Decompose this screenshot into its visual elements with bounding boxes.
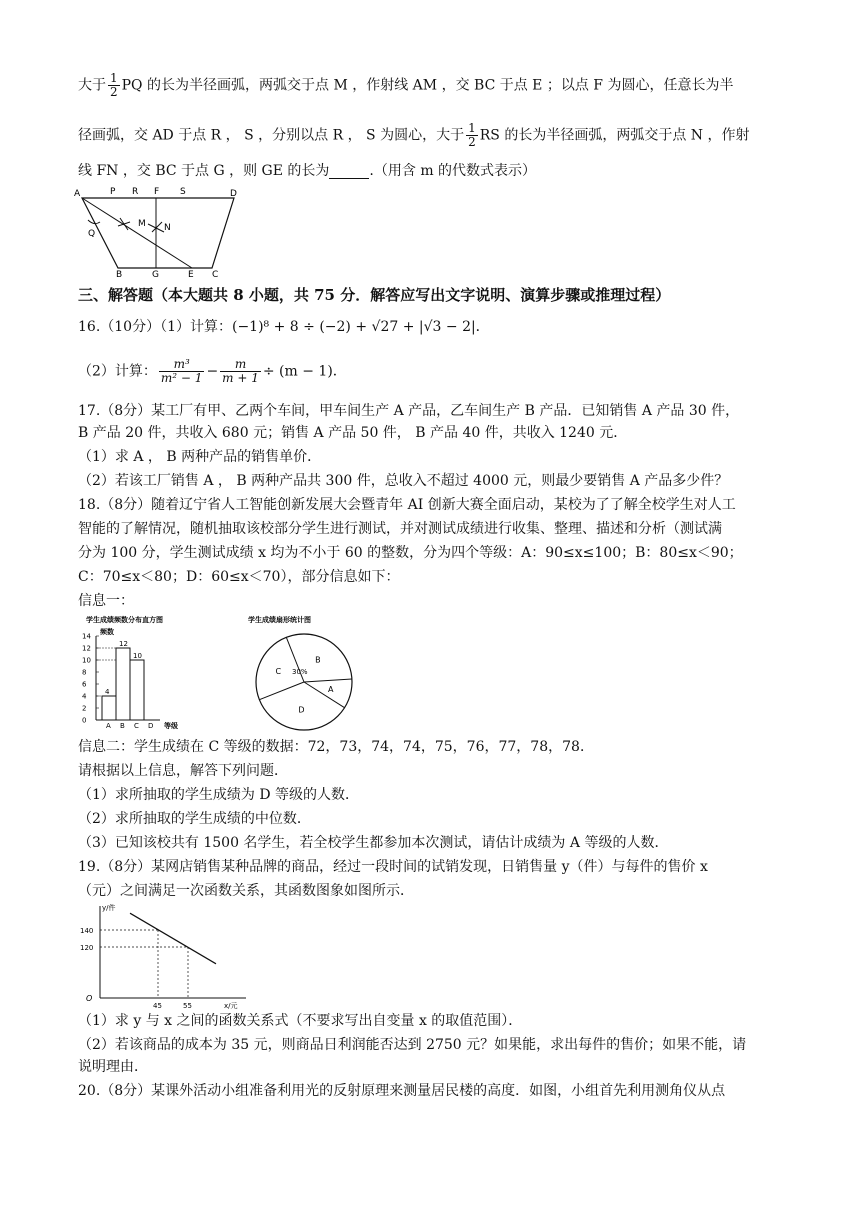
answer-blank[interactable] — [329, 164, 369, 179]
q17-sub-2: （2）若该工厂销售 A ， B 两种产品共 300 件，总收入不超过 4000 元，则最少要销售 A 产品多少件？ — [78, 473, 729, 489]
minus-sign: − — [206, 363, 219, 380]
pie-slice-label-D: D — [298, 705, 305, 715]
histogram-data-label: 12 — [119, 640, 128, 648]
q18-sub-2: （2）求所抽取的学生成绩的中位数． — [78, 811, 311, 827]
line-chart-series — [130, 913, 216, 964]
histogram-ytick: 8 — [82, 668, 87, 677]
text: PQ 的长为半径画弧，两弧交于点 M ，作射线 AM ，交 BC 于点 E ；以点 F 为圆心，任意长为半 — [121, 77, 734, 94]
histogram-ytick: 12 — [82, 644, 91, 653]
q16-part2 — [78, 358, 786, 385]
fraction-half — [108, 72, 120, 99]
text: 大于 — [78, 77, 106, 94]
label-C: C — [212, 270, 219, 278]
label-D: D — [230, 189, 237, 199]
q18-instruction: 请根据以上信息，解答下列问题． — [78, 763, 288, 779]
label-G: G — [152, 270, 159, 278]
pie-chart — [240, 612, 370, 736]
label-A: A — [74, 189, 81, 199]
line-chart-ytick: 120 — [80, 944, 94, 952]
fraction-numerator: m — [220, 358, 261, 372]
histogram-chart — [78, 612, 208, 732]
histogram-ytick: 10 — [82, 656, 91, 665]
q15-line-2 — [78, 122, 786, 149]
histogram-data-label: 10 — [133, 652, 142, 660]
pie-slice-label-A: A — [327, 684, 334, 694]
q17-line-1: 17.（8分）某工厂有甲、乙两个车间，甲车间生产 A 产品，乙车间生产 B 产品．已知销售 A 产品 30 件， — [78, 403, 740, 419]
pie-slice-label-B: B — [315, 655, 321, 665]
label-M: M — [138, 219, 146, 229]
label-F: F — [154, 187, 160, 197]
q19-sub-2-cont: 说明理由． — [78, 1059, 148, 1075]
arc-m — [118, 218, 130, 230]
trapezoid-outline — [82, 198, 234, 268]
line-chart-ylabel: y/件 — [102, 904, 116, 912]
histogram-xtick: A — [106, 722, 111, 730]
text: ÷ (m − 1)． — [262, 363, 347, 380]
section-3-heading: 三、解答题（本大题共 8 小题，共 75 分．解答应写出文字说明、演算步骤或推理过程） — [78, 286, 671, 304]
line-chart-origin: O — [86, 994, 93, 1003]
text: 线 FN ，交 BC 于点 G ，则 GE 的长为 — [78, 163, 330, 179]
histogram-xlabel: 等级 — [164, 722, 178, 730]
label-S: S — [180, 187, 186, 197]
histogram-xtick: B — [120, 722, 125, 730]
line-chart — [78, 900, 258, 1010]
q15-line-3 — [78, 160, 786, 182]
q18-line-1: 18.（8分）随着辽宁省人工智能创新发展大会暨青年 AI 创新大赛全面启动，某校为了了解全校学生对人工 — [78, 497, 736, 513]
q18-info-1: 信息一： — [78, 593, 134, 609]
fraction-denominator: 2 — [110, 85, 118, 99]
line-chart-xlabel: x/元 — [224, 1002, 238, 1010]
q18-info-2: 信息二：学生成绩在 C 等级的数据：72，73，74，74，75，76，77，78，78． — [78, 739, 594, 755]
label-R: R — [132, 187, 139, 197]
q18-line-4: C：70≤x＜80；D：60≤x＜70），部分信息如下： — [78, 569, 400, 585]
fraction-numerator: 1 — [468, 121, 476, 135]
label-P: P — [110, 187, 116, 197]
line-chart-ytick: 140 — [80, 927, 94, 935]
q19-line-2: （元）之间满足一次函数关系，其函数图象如图所示． — [78, 883, 414, 899]
q17-sub-1: （1）求 A ， B 两种产品的销售单价． — [78, 449, 322, 465]
q18-line-2: 智能的了解情况，随机抽取该校部分学生进行测试，并对测试成绩进行收集、整理、描述和分析（测试满 — [78, 521, 722, 537]
histogram-bar-B — [116, 648, 130, 720]
fraction-numerator: 1 — [110, 71, 118, 85]
q18-line-3: 分为 100 分，学生测试成绩 x 均为不小于 60 的整数，分为四个等级：A：90≤x≤100；B：80≤x＜90； — [78, 545, 743, 561]
fraction-denominator: m² − 1 — [160, 371, 203, 385]
line-chart-xtick: 45 — [153, 1002, 162, 1010]
trapezoid-figure — [72, 186, 252, 278]
q16-part1: 16.（10分）（1）计算：(−1)⁸ + 8 ÷ (−2) + √27 + |√3 − 2|． — [78, 319, 490, 335]
label-Q: Q — [88, 229, 96, 239]
histogram-bar-C — [130, 660, 144, 720]
q19-sub-1: （1）求 y 与 x 之间的函数关系式（不要求写出自变量 x 的取值范围）． — [78, 1013, 523, 1029]
histogram-data-label: 4 — [105, 688, 110, 696]
histogram-ytick: 2 — [82, 704, 87, 713]
fraction-denominator: m + 1 — [222, 371, 259, 385]
pie-b-percent: 30% — [292, 668, 308, 676]
histogram-bar-A — [102, 696, 116, 720]
fraction-1 — [159, 358, 205, 385]
text: （2）计算： — [78, 363, 157, 380]
q15-line-1 — [78, 72, 786, 99]
histogram-xtick: D — [148, 722, 154, 730]
histogram-ytick: 14 — [82, 632, 91, 641]
fraction-denominator: 2 — [468, 135, 476, 149]
histogram-ylabel: 频数 — [100, 628, 114, 636]
histogram-ytick: 4 — [82, 692, 87, 701]
text: RS 的长为半径画弧，两弧交于点 N ，作射 — [479, 127, 750, 144]
fraction-numerator: m³ — [159, 358, 205, 372]
histogram-title: 学生成绩频数分布直方图 — [86, 616, 163, 624]
fraction-2 — [220, 358, 261, 385]
text: 径画弧，交 AD 于点 R ， S ，分别以点 R ， S 为圆心，大于 — [78, 127, 465, 144]
label-E: E — [188, 270, 194, 278]
label-B: B — [116, 270, 123, 278]
histogram-ytick: 6 — [82, 680, 87, 689]
text: .（用含 m 的代数式表示） — [369, 163, 537, 179]
q19-line-1: 19.（8分）某网店销售某种品牌的商品，经过一段时间的试销发现，日销售量 y（件）与每件的售价 x — [78, 859, 708, 875]
line-chart-xtick: 55 — [183, 1002, 192, 1010]
fraction-half — [466, 122, 478, 149]
q19-sub-2: （2）若该商品的成本为 35 元，则商品日利润能否达到 2750 元？如果能，求出每件的售价；如果不能，请 — [78, 1037, 747, 1053]
pie-slice-label-C: C — [275, 666, 282, 676]
q17-line-2: B 产品 20 件，共收入 680 元；销售 A 产品 50 件， B 产品 40 件，共收入 1240 元． — [78, 425, 628, 441]
histogram-xtick: C — [134, 722, 139, 730]
pie-title: 学生成绩扇形统计图 — [248, 616, 311, 624]
q18-sub-3: （3）已知该校共有 1500 名学生，若全校学生都参加本次测试，请估计成绩为 A 等级的人数． — [78, 835, 669, 851]
q20-line-1: 20.（8分）某课外活动小组准备利用光的反射原理来测量居民楼的高度．如图，小组首先利用测角仪从点 — [78, 1083, 726, 1099]
q18-sub-1: （1）求所抽取的学生成绩为 D 等级的人数． — [78, 787, 360, 803]
label-N: N — [164, 223, 171, 233]
histogram-ytick: 0 — [82, 716, 87, 725]
ray-am — [82, 198, 192, 268]
